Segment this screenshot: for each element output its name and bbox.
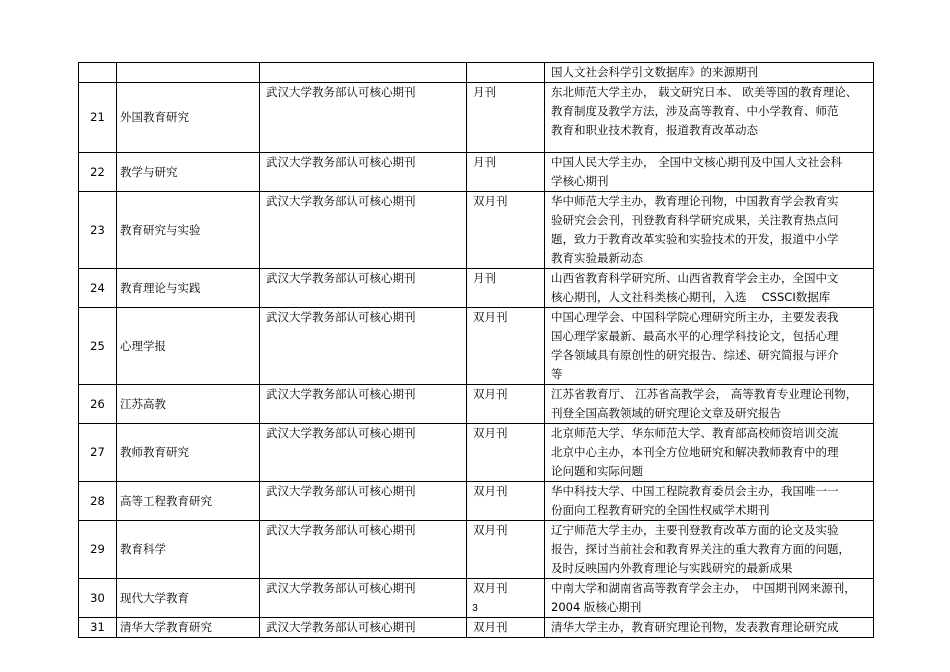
journal-frequency: 双月刊	[467, 192, 545, 269]
journal-frequency: 双月刊	[467, 618, 545, 638]
description-line: 刊登全国高教领域的研究理论文章及研究报告	[551, 406, 781, 420]
description-line: 学各领域具有原创性的研究报告、综述、研究简报与评介	[551, 348, 839, 362]
journal-number: 28	[79, 482, 117, 521]
journal-frequency: 双月刊	[467, 424, 545, 482]
journal-name: 外国教育研究	[117, 83, 260, 153]
journal-category: 武汉大学教务部认可核心期刊	[260, 618, 467, 638]
journal-name: 高等工程教育研究	[117, 482, 260, 521]
journal-frequency: 双月刊	[467, 308, 545, 385]
journal-number: 30	[79, 579, 117, 618]
description-line: 中国人民大学主办， 全国中文核心期刊及中国人文社会科	[551, 155, 843, 169]
journal-frequency: 双月刊	[467, 579, 545, 618]
journal-description	[545, 618, 874, 638]
description-line: 北京师范大学、华东师范大学、教育部高校师资培训交流	[551, 426, 839, 440]
description-line: 国心理学家最新、最高水平的心理学科技论文，包括心理	[551, 329, 839, 343]
journal-frequency: 月刊	[467, 153, 545, 192]
table-row	[79, 424, 874, 482]
table-row	[79, 269, 874, 308]
description-line: 份面向工程教育研究的全国性权威学术期刊	[551, 503, 770, 517]
journal-name	[117, 63, 260, 83]
journal-number: 24	[79, 269, 117, 308]
journal-number: 25	[79, 308, 117, 385]
description-line: 清华大学主办，教育研究理论刊物，发表教育理论研究成	[551, 620, 839, 634]
description-line: 国人文社会科学引文数据库》的来源期刊	[551, 65, 758, 79]
journal-description	[545, 63, 874, 83]
journal-description	[545, 153, 874, 192]
journal-name: 教育研究与实验	[117, 192, 260, 269]
description-line: 报告，探讨当前社会和教育界关注的重大教育方面的问题，	[551, 542, 850, 556]
description-line: 北京中心主办，本刊全方位地研究和解决教师教育中的理	[551, 445, 839, 459]
journal-description	[545, 83, 874, 153]
journal-frequency: 月刊	[467, 83, 545, 153]
journal-table	[78, 62, 874, 638]
journal-name: 现代大学教育	[117, 579, 260, 618]
journal-description	[545, 269, 874, 308]
journal-category: 武汉大学教务部认可核心期刊	[260, 385, 467, 424]
table-row	[79, 482, 874, 521]
journal-category: 武汉大学教务部认可核心期刊	[260, 269, 467, 308]
journal-number: 21	[79, 83, 117, 153]
journal-name: 清华大学教育研究	[117, 618, 260, 638]
journal-description	[545, 521, 874, 579]
journal-number: 27	[79, 424, 117, 482]
description-line: 题，致力于教育改革实验和实验技术的开发，报道中小学	[551, 232, 839, 246]
journal-category: 武汉大学教务部认可核心期刊	[260, 308, 467, 385]
journal-name: 教师教育研究	[117, 424, 260, 482]
description-line: 学核心期刊	[551, 174, 609, 188]
journal-name: 教育科学	[117, 521, 260, 579]
journal-number: 29	[79, 521, 117, 579]
journal-table-body	[79, 63, 874, 638]
table-row	[79, 83, 874, 153]
table-row	[79, 153, 874, 192]
table-row	[79, 521, 874, 579]
journal-category: 武汉大学教务部认可核心期刊	[260, 83, 467, 153]
description-line: 中南大学和湖南省高等教育学会主办， 中国期刊网来源刊，	[551, 581, 856, 595]
journal-category	[260, 63, 467, 83]
journal-frequency: 双月刊	[467, 385, 545, 424]
description-line: 教育和职业技术教育，报道教育改革动态	[551, 123, 758, 137]
journal-number: 23	[79, 192, 117, 269]
table-row	[79, 308, 874, 385]
table-row-continued	[79, 63, 874, 83]
description-line: 验研究会会刊，刊登教育科学研究成果，关注教育热点问	[551, 213, 839, 227]
description-line: 2004 版核心期刊	[551, 600, 642, 614]
journal-name: 心理学报	[117, 308, 260, 385]
journal-category: 武汉大学教务部认可核心期刊	[260, 579, 467, 618]
description-line: 中国心理学会、中国科学院心理研究所主办，主要发表我	[551, 310, 839, 324]
journal-category: 武汉大学教务部认可核心期刊	[260, 424, 467, 482]
description-line: 江苏省教育厅、 江苏省高教学会， 高等教育专业理论刊物，	[551, 387, 858, 401]
description-line: 东北师范大学主办， 载文研究日本、 欧美等国的教育理论、	[551, 85, 858, 99]
journal-number: 22	[79, 153, 117, 192]
description-line: 华中科技大学、中国工程院教育委员会主办，我国唯一一	[551, 484, 839, 498]
description-line: 辽宁师范大学主办，主要刊登教育改革方面的论文及实验	[551, 523, 839, 537]
journal-number	[79, 63, 117, 83]
page-number: 3	[472, 603, 478, 614]
table-row	[79, 192, 874, 269]
journal-number: 26	[79, 385, 117, 424]
description-line: 论问题和实际问题	[551, 464, 643, 478]
journal-frequency	[467, 63, 545, 83]
journal-category: 武汉大学教务部认可核心期刊	[260, 153, 467, 192]
journal-frequency: 双月刊	[467, 482, 545, 521]
description-line: 华中师范大学主办，教育理论刊物，中国教育学会教育实	[551, 194, 839, 208]
journal-description	[545, 424, 874, 482]
description-line: 核心期刊，人文社科类核心期刊，入选 CSSCI数据库	[551, 290, 831, 304]
journal-category: 武汉大学教务部认可核心期刊	[260, 482, 467, 521]
journal-frequency: 双月刊	[467, 521, 545, 579]
journal-frequency: 月刊	[467, 269, 545, 308]
journal-category: 武汉大学教务部认可核心期刊	[260, 521, 467, 579]
table-row	[79, 385, 874, 424]
journal-number: 31	[79, 618, 117, 638]
description-line: 教育制度及教学方法，涉及高等教育、中小学教育、师范	[551, 104, 839, 118]
journal-description	[545, 192, 874, 269]
description-line: 教育实验最新动态	[551, 251, 643, 265]
description-line: 及时反映国内外教育理论与实践研究的最新成果	[551, 561, 793, 575]
journal-description	[545, 308, 874, 385]
journal-description	[545, 385, 874, 424]
journal-name: 教育理论与实践	[117, 269, 260, 308]
journal-category: 武汉大学教务部认可核心期刊	[260, 192, 467, 269]
table-row	[79, 618, 874, 638]
journal-description	[545, 482, 874, 521]
description-line: 等	[551, 367, 563, 381]
journal-name: 教学与研究	[117, 153, 260, 192]
description-line: 山西省教育科学研究所、山西省教育学会主办，全国中文	[551, 271, 839, 285]
journal-name: 江苏高教	[117, 385, 260, 424]
